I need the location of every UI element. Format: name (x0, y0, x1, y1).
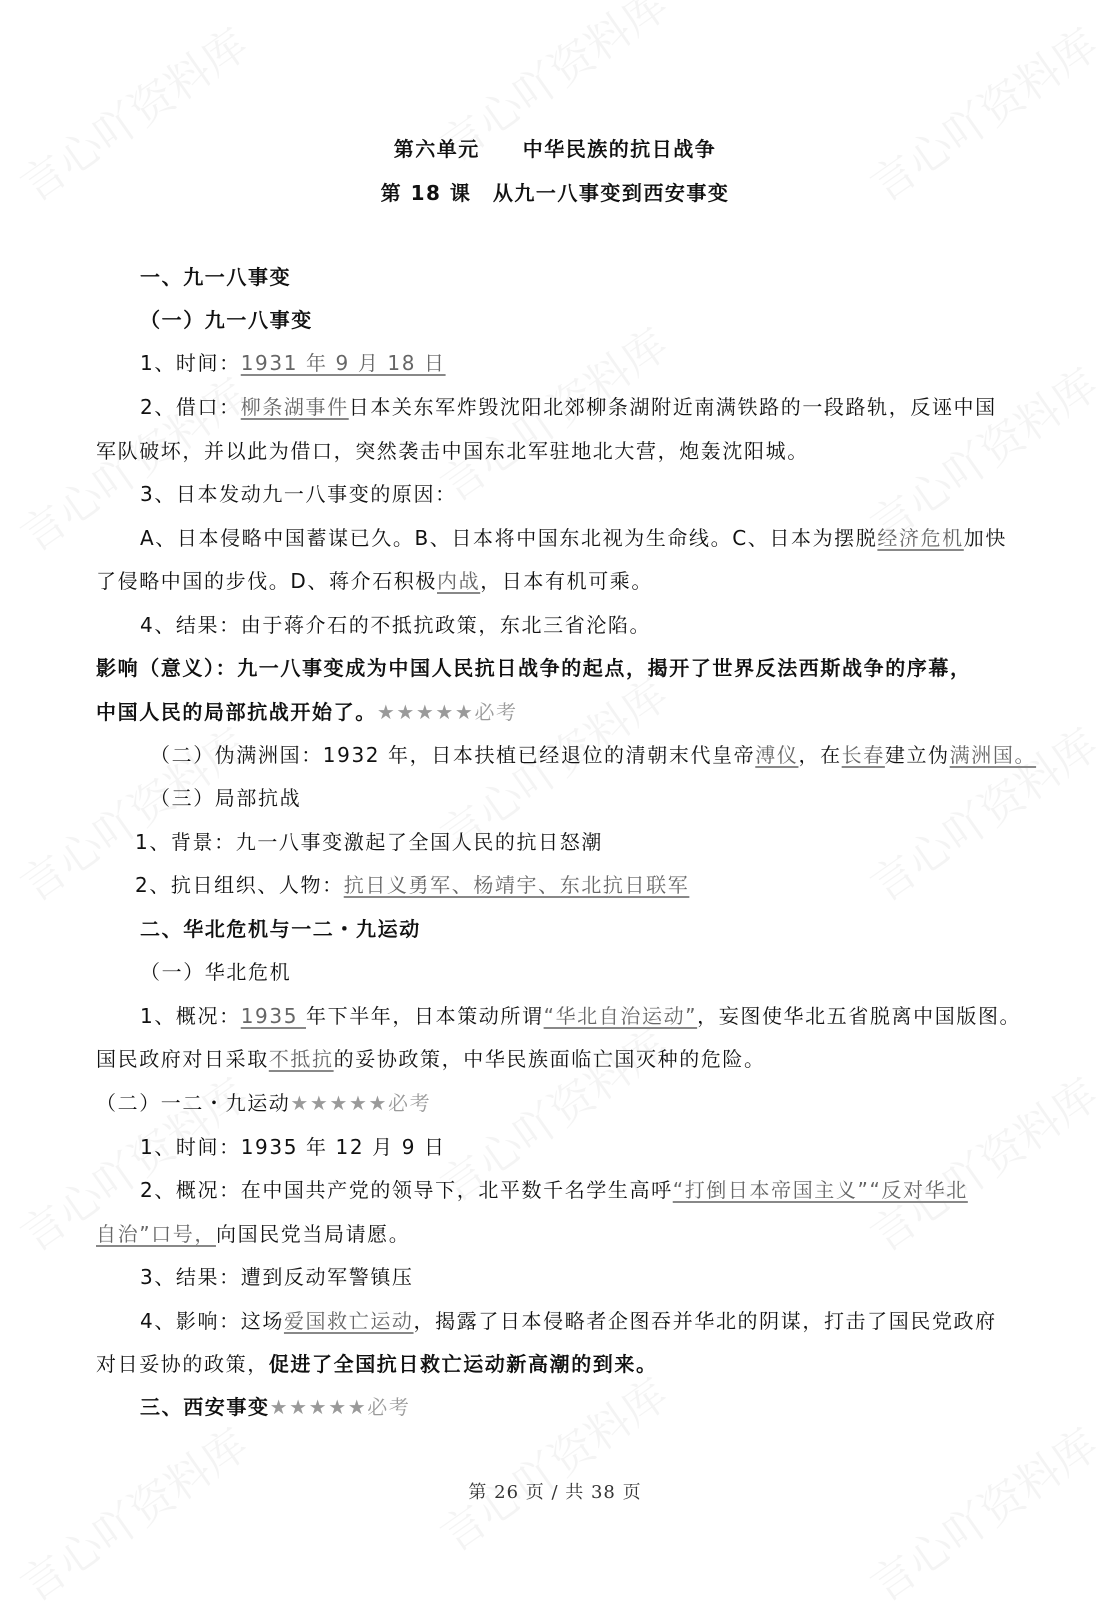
paragraph: 1、概况：1935 年下半年，日本策动所谓“华北自治运动”，妄图使华北五省脱离中国版图。 (140, 1004, 1022, 1028)
star-rating: ★★★★★必考 (376, 700, 518, 724)
paragraph: 军队破坏，并以此为借口，突然袭击中国东北军驻地北大营，炮轰沈阳城。 (96, 439, 809, 463)
paragraph: 2、借口：柳条湖事件日本关东军炸毁沈阳北郊柳条湖附近南满铁路的一段路轨，反诬中国 (140, 395, 997, 419)
unit-title: 第六单元 中华民族的抗日战争 (393, 137, 717, 161)
star-rating: ★★★★★必考 (269, 1395, 411, 1419)
paragraph: 自治”口号，向国民党当局请愿。 (96, 1222, 411, 1246)
subsection-heading: （一）华北危机 (140, 960, 292, 984)
section-3-heading: 三、西安事变★★★★★必考 (140, 1395, 411, 1419)
watermark (856, 710, 1109, 914)
subsection-heading: （一）九一八事变 (140, 308, 313, 332)
paragraph: 3、结果：遭到反动军警镇压 (140, 1265, 414, 1289)
paragraph: 2、抗日组织、人物：抗日义勇军、杨靖宇、东北抗日联军 (135, 873, 690, 897)
section-1-heading: 一、九一八事变 (140, 265, 292, 289)
paragraph: 影响（意义）：九一八事变成为中国人民抗日战争的起点，揭开了世界反法西斯战争的序幕， (96, 656, 972, 680)
watermark (856, 1060, 1109, 1264)
paragraph: 1、时间：1931 年 9 月 18 日 (140, 351, 446, 375)
watermark (856, 350, 1109, 554)
paragraph: 了侵略中国的步伐。D、蒋介石积极内战，日本有机可乘。 (96, 569, 654, 593)
paragraph: 中国人民的局部抗战开始了。★★★★★必考 (96, 700, 518, 724)
paragraph: 1、背景：九一八事变激起了全国人民的抗日怒潮 (135, 830, 603, 854)
paragraph: A、日本侵略中国蓄谋已久。B、日本将中国东北视为生命线。C、日本为摆脱经济危机加快 (140, 526, 1007, 550)
page-number: 第 26 页 / 共 38 页 (468, 1482, 642, 1503)
watermark (856, 1410, 1109, 1614)
star-rating: ★★★★★必考 (290, 1091, 432, 1115)
paragraph: 2、概况：在中国共产党的领导下，北平数千名学生高呼“打倒日本帝国主义”“反对华北 (140, 1178, 968, 1202)
lesson-title: 第 18 课 从九一八事变到西安事变 (380, 181, 730, 205)
paragraph: 3、日本发动九一八事变的原因： (140, 482, 457, 506)
paragraph: 国民政府对日采取不抵抗的妥协政策，中华民族面临亡国灭种的危险。 (96, 1047, 766, 1071)
subsection-heading: （三）局部抗战 (150, 786, 302, 810)
subsection-heading: （二）一二・九运动★★★★★必考 (96, 1091, 432, 1115)
paragraph: 对日妥协的政策，促进了全国抗日救亡运动新高潮的到来。 (96, 1352, 658, 1376)
watermark (426, 1360, 679, 1564)
section-2-heading: 二、华北危机与一二・九运动 (140, 917, 421, 941)
paragraph: 1、时间：1935 年 12 月 9 日 (140, 1135, 446, 1159)
paragraph: 4、结果：由于蒋介石的不抵抗政策，东北三省沦陷。 (140, 613, 652, 637)
paragraph: 4、影响：这场爱国救亡运动，揭露了日本侵略者企图吞并华北的阴谋，打击了国民党政府 (140, 1309, 997, 1333)
paragraph: （二）伪满洲国：1932 年，日本扶植已经退位的清朝末代皇帝溥仪，在长春建立伪满洲国。 (150, 743, 1037, 767)
watermark (6, 1410, 259, 1614)
